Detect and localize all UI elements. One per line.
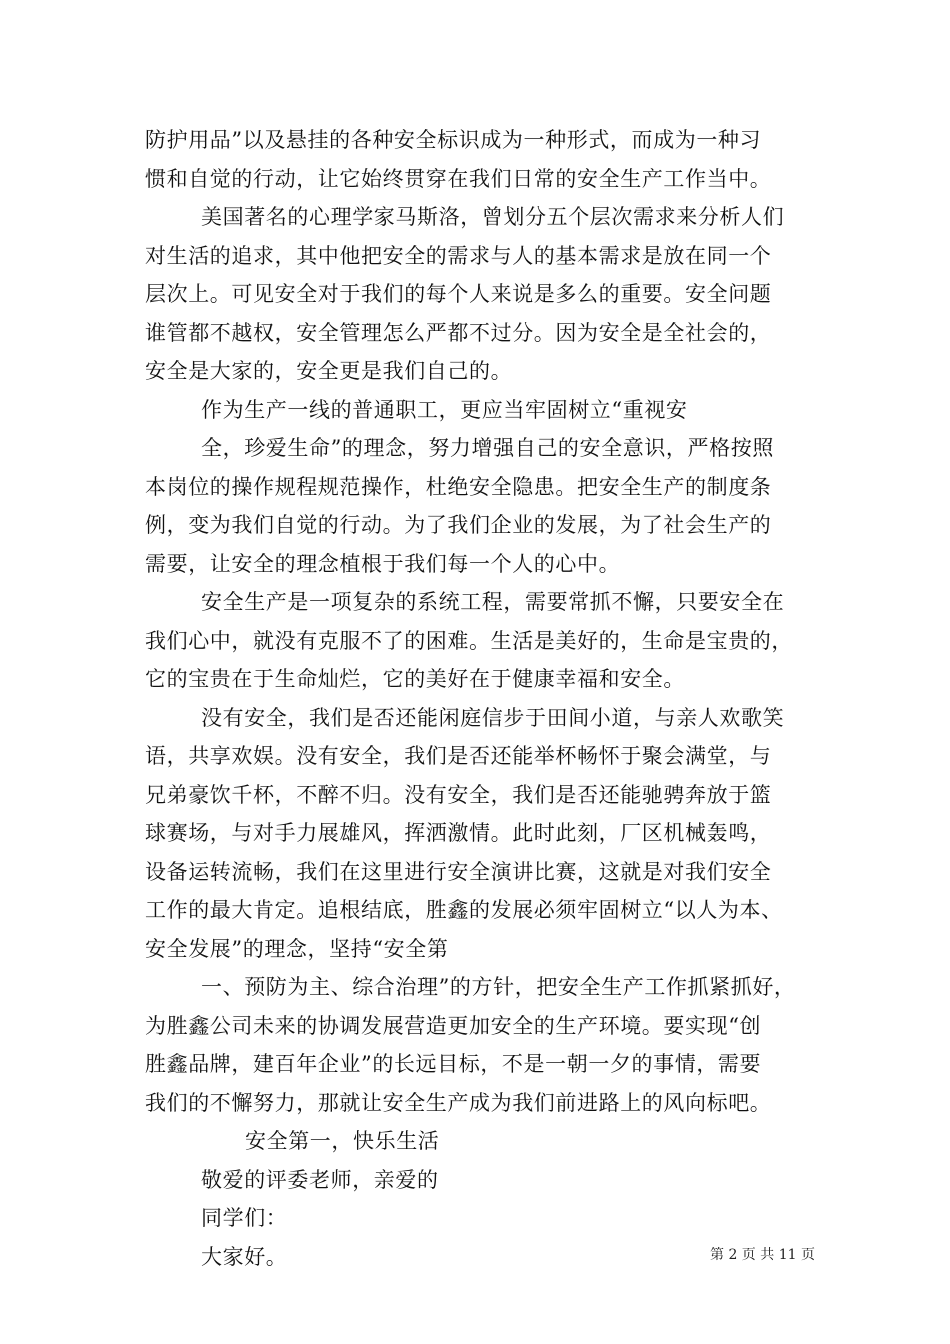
text-line: 工作的最大肯定。追根结底，胜鑫的发展必须牢固树立“以人为本、: [145, 898, 783, 922]
text-line: 全，珍爱生命”的理念，努力增强自己的安全意识，严格按照: [201, 436, 774, 460]
text-line: 为胜鑫公司未来的协调发展营造更加安全的生产环境。要实现“创: [145, 1013, 762, 1038]
text-line: 敬爱的评委老师，亲爱的: [201, 1167, 439, 1192]
text-line: 没有安全，我们是否还能闲庭信步于田间小道，与亲人欢歌笑: [201, 705, 785, 730]
text-line: 层次上。可见安全对于我们的每个人来说是多么的重要。安全问题: [145, 282, 772, 306]
text-line: 例，变为我们自觉的行动。为了我们企业的发展，为了社会生产的: [145, 513, 772, 537]
page-number: 第 2 页 共 11 页: [710, 1247, 815, 1263]
text-line: 对生活的追求，其中他把安全的需求与人的基本需求是放在同一个: [145, 243, 772, 268]
text-line: 美国著名的心理学家马斯洛，曾划分五个层次需求来分析人们: [201, 205, 785, 229]
text-line: 设备运转流畅，我们在这里进行安全演讲比赛，这就是对我们安全: [145, 859, 772, 884]
text-line: 语，共享欢娱。没有安全，我们是否还能举杯畅怀于聚会满堂，与: [145, 744, 772, 768]
text-line: 安全是大家的，安全更是我们自己的。: [145, 359, 513, 383]
text-line: 安全生产是一项复杂的系统工程，需要常抓不懈，只要安全在: [201, 590, 785, 614]
text-line: 需要，让安全的理念植根于我们每一个人的心中。: [145, 551, 621, 576]
text-line: 防护用品”以及悬挂的各种安全标识成为一种形式，而成为一种习: [145, 128, 762, 152]
text-line: 大家好。: [201, 1244, 288, 1269]
text-line: 本岗位的操作规程规范操作，杜绝安全隐患。把安全生产的制度条: [145, 474, 772, 499]
text-line: 作为生产一线的普通职工，更应当牢固树立“重视安: [201, 397, 688, 422]
text-line: 它的宝贵在于生命灿烂，它的美好在于健康幸福和安全。: [145, 667, 685, 691]
text-line: 兄弟豪饮千杯，不醉不归。没有安全，我们是否还能驰骋奔放于篮: [145, 782, 772, 807]
text-line: 我们的不懈努力，那就让安全生产成为我们前进路上的风向标吧。: [145, 1090, 772, 1115]
text-line: 一、预防为主、综合治理”的方针，把安全生产工作抓紧抓好，: [201, 975, 796, 999]
speech-title: 安全第一，快乐生活: [245, 1129, 440, 1153]
text-line: 我们心中，就没有克服不了的困难。生活是美好的，生命是宝贵的，: [145, 628, 793, 653]
text-line: 球赛场，与对手力展雄风，挥洒激情。此时此刻，厂区机械轰鸣，: [145, 821, 772, 845]
text-line: 胜鑫品牌，建百年企业”的长远目标，不是一朝一夕的事情，需要: [145, 1052, 762, 1076]
document-body: [145, 121, 815, 1276]
text-line: 安全发展”的理念，坚持“安全第: [145, 936, 449, 961]
text-line: 谁管都不越权，安全管理怎么严都不过分。因为安全是全社会的，: [145, 320, 772, 345]
text-line: 惯和自觉的行动，让它始终贯穿在我们日常的安全生产工作当中。: [145, 166, 772, 191]
text-line: 同学们：: [201, 1206, 288, 1230]
